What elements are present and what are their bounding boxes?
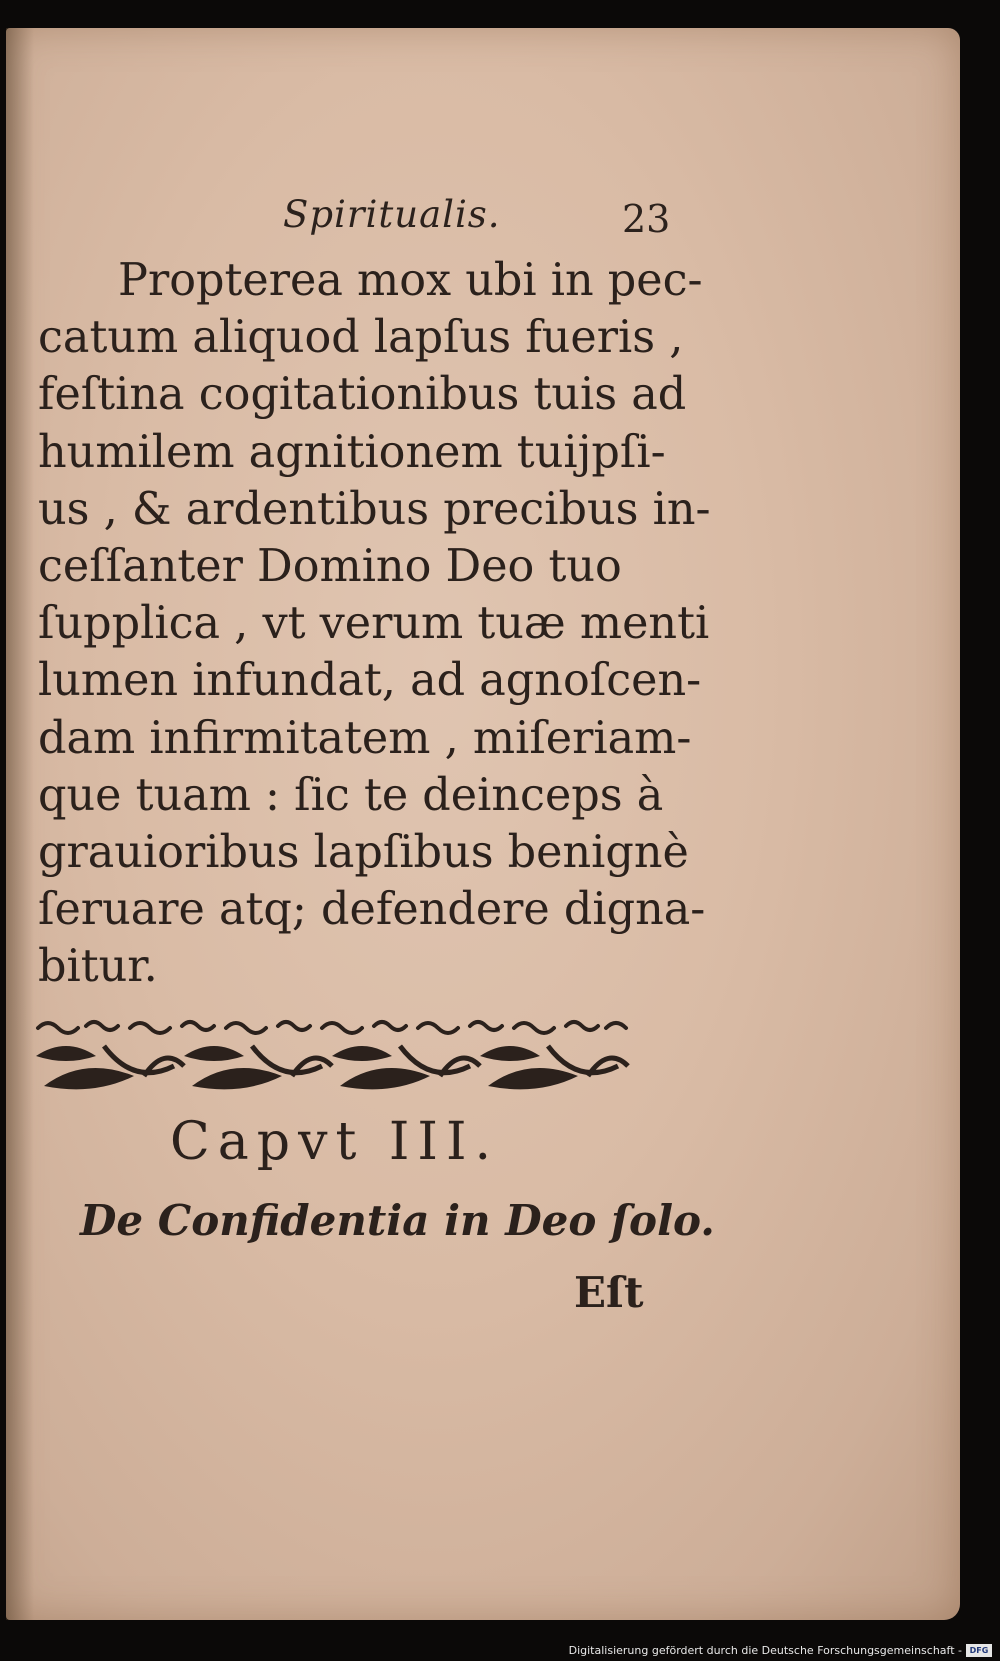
text-line: que tuam : ſic te deinceps à	[38, 769, 664, 821]
page-number: 23	[622, 197, 671, 241]
digitization-credit	[569, 1642, 992, 1658]
text-line: ceſſanter Domino Deo tuo	[38, 540, 622, 592]
text-line: dam infirmitatem , miſeriam-	[38, 712, 692, 764]
running-title: Spiritualis.	[283, 193, 501, 236]
ornamental-border	[34, 1016, 642, 1098]
catchword: Eſt	[574, 1268, 644, 1317]
body-text	[38, 252, 711, 995]
text-line: bitur.	[38, 941, 158, 993]
text-line: Propterea mox ubi in pec-	[118, 255, 703, 306]
text-line: feſtina cogitationibus tuis ad	[38, 369, 687, 421]
chapter-subtitle: De Confidentia in Deo ſolo.	[80, 1196, 715, 1245]
page-header	[0, 193, 1000, 243]
text-line: grauioribus lapſibus benignè	[38, 826, 689, 878]
text-line: humilem agnitionem tuijpſi-	[38, 426, 666, 478]
text-line: ſeruare atq; defendere digna-	[38, 884, 706, 936]
text-line: lumen infundat, ad agnoſcen-	[38, 655, 702, 707]
text-line: ſupplica , vt verum tuæ menti	[38, 598, 710, 650]
dfg-logo-icon: DFG	[966, 1644, 992, 1657]
text-line: us , & ardentibus precibus in-	[38, 483, 711, 535]
chapter-heading: Capvt III.	[170, 1112, 500, 1172]
credit-text: Digitalisierung gefördert durch die Deutsche Forschungsgemeinschaft -	[568, 1643, 962, 1657]
text-line: catum aliquod lapſus fueris ,	[38, 312, 684, 364]
